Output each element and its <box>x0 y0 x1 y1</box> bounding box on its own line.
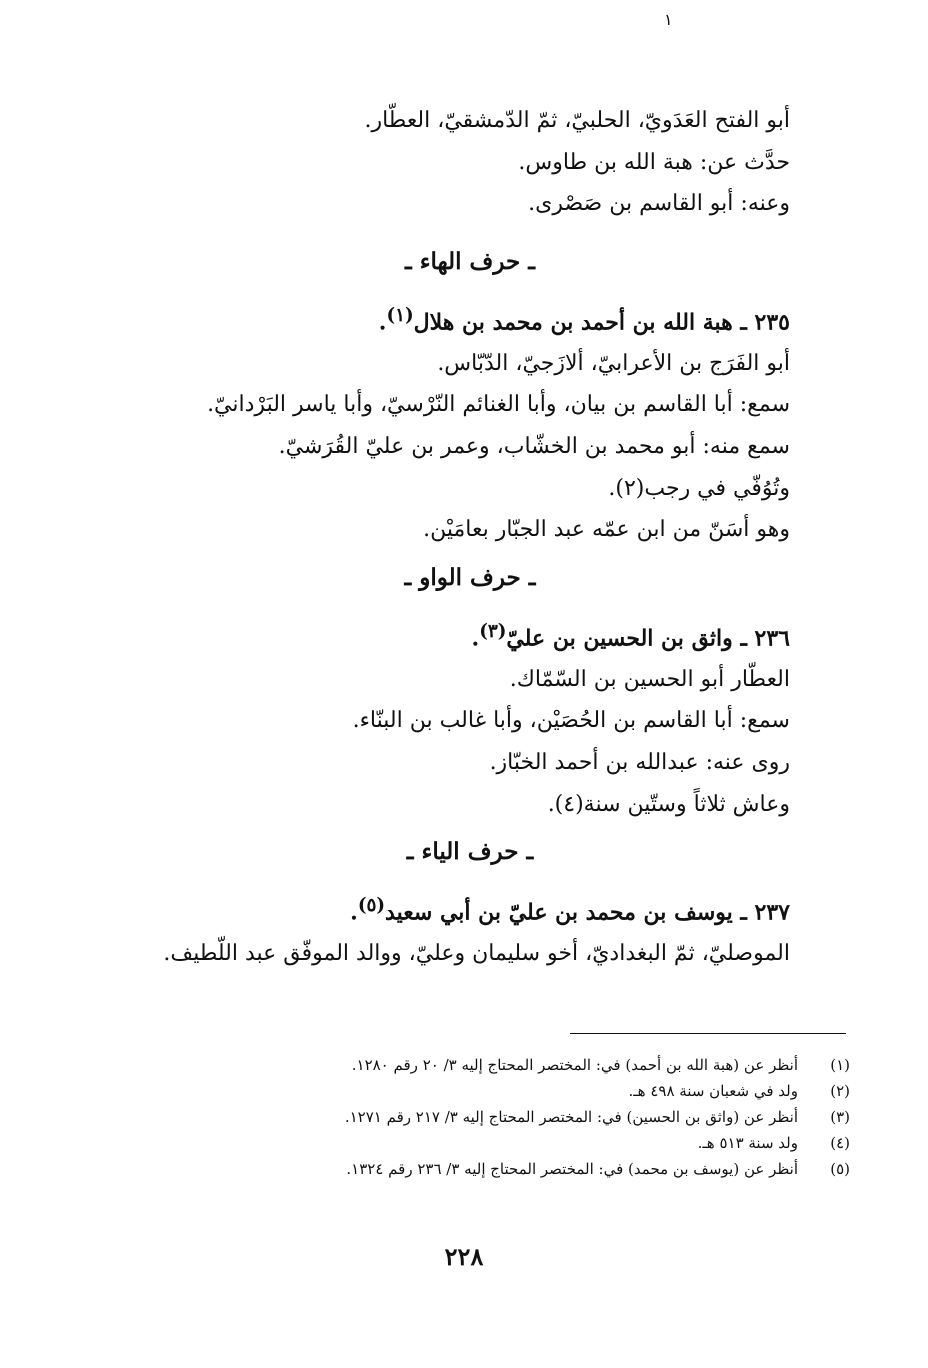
footnote-item <box>150 1052 850 1078</box>
entry-name: ٢٣٦ ـ واثق بن الحسين بن عليّ <box>506 625 790 652</box>
page-number: ٢٢٨ <box>444 1242 484 1271</box>
footnote-text: ولد سنة ٥١٣ هـ. <box>697 1134 798 1152</box>
main-text <box>150 100 790 975</box>
footnote-number: (٤) <box>830 1134 850 1152</box>
footnote-number: (٥) <box>830 1160 850 1178</box>
footnote-item <box>150 1156 850 1182</box>
intro-line: حدَّث عن: هبة الله بن طاوس. <box>518 149 790 175</box>
footnote-text: أنظر عن (واثق بن الحسين) في: المختصر المحتاج إليه ٣/ ٢١٧ رقم ١٢٧١. <box>344 1108 798 1126</box>
entry-line: وتُوُفّي في رجب(٢). <box>608 475 790 501</box>
entry-name: ٢٣٥ ـ هبة الله بن أحمد بن محمد بن هلال <box>413 309 790 336</box>
header-mark: ١ <box>664 10 673 29</box>
footnote-ref: (١) <box>386 304 414 326</box>
entry-title-237: ٢٣٧ ـ يوسف بن محمد بن عليّ بن أبي سعيد$^{(٥)}$. <box>350 895 790 926</box>
footnote-item <box>150 1104 850 1130</box>
section-heading-haa: ـ حرف الهاء ـ <box>404 247 536 275</box>
footnote-item <box>150 1078 850 1104</box>
entry-line: سمع منه: أبو محمد بن الخشّاب، وعمر بن عليّ القُرَشيّ. <box>278 433 790 459</box>
footnote-item <box>150 1130 850 1156</box>
entry-line: سمع: أبا القاسم بن بيان، وأبا الغنائم النّرْسيّ، وأبا ياسر البَرْدانيّ. <box>207 392 790 418</box>
entry-line: العطّار أبو الحسين بن السّمّاك. <box>509 666 790 692</box>
footnote-text: ولد في شعبان سنة ٤٩٨ هـ. <box>628 1082 798 1100</box>
footnote-ref: (٥) <box>357 895 386 917</box>
entry-name: ٢٣٧ ـ يوسف بن محمد بن عليّ بن أبي سعيد <box>385 899 790 926</box>
section-heading-yaa: ـ حرف الياء ـ <box>406 838 534 866</box>
intro-line: أبو الفتح العَدَويّ، الحلبيّ، ثمّ الدّمشقيّ، العطّار. <box>364 108 790 133</box>
entry-line: وهو أسَنّ من ابن عمّه عبد الجبّار بعامَيْن. <box>423 517 790 543</box>
footnote-number: (٢) <box>830 1082 850 1100</box>
entry-title-235: ٢٣٥ ـ هبة الله بن أحمد بن محمد بن هلال$^{(١)}$. <box>378 304 790 336</box>
section-heading-waw: ـ حرف الواو ـ <box>404 563 536 591</box>
entry-title-236: ٢٣٦ ـ واثق بن الحسين بن عليّ$^{(٣)}$. <box>471 620 790 652</box>
footnotes <box>150 1052 850 1182</box>
footnote-number: (١) <box>830 1056 850 1074</box>
entry-line: وعاش ثلاثاً وستّين سنة(٤). <box>547 791 790 817</box>
footnote-text: أنظر عن (هبة الله بن أحمد) في: المختصر المحتاج إليه ٣/ ٢٠ رقم ١٢٨٠. <box>351 1056 798 1074</box>
entry-line: الموصليّ، ثمّ البغداديّ، أخو سليمان وعليّ، ووالد الموفّق عبد اللّطيف. <box>163 941 790 967</box>
footnote-divider <box>570 1033 846 1034</box>
entry-line: سمع: أبا القاسم بن الحُصَيْن، وأبا غالب بن البنّاء. <box>352 708 790 734</box>
footnote-text: أنظر عن (يوسف بن محمد) في: المختصر المحتاج إليه ٣/ ٢٣٦ رقم ١٣٢٤. <box>346 1160 798 1178</box>
footnote-ref: (٣) <box>479 620 507 642</box>
footnote-number: (٣) <box>830 1108 850 1126</box>
entry-line: روى عنه: عبدالله بن أحمد الخبّاز. <box>489 749 790 775</box>
entry-line: أبو الفَرَج بن الأعرابيّ، ألازَجيّ، الدّبّاس. <box>437 350 790 376</box>
intro-line: وعنه: أبو القاسم بن صَصْرى. <box>528 191 790 217</box>
